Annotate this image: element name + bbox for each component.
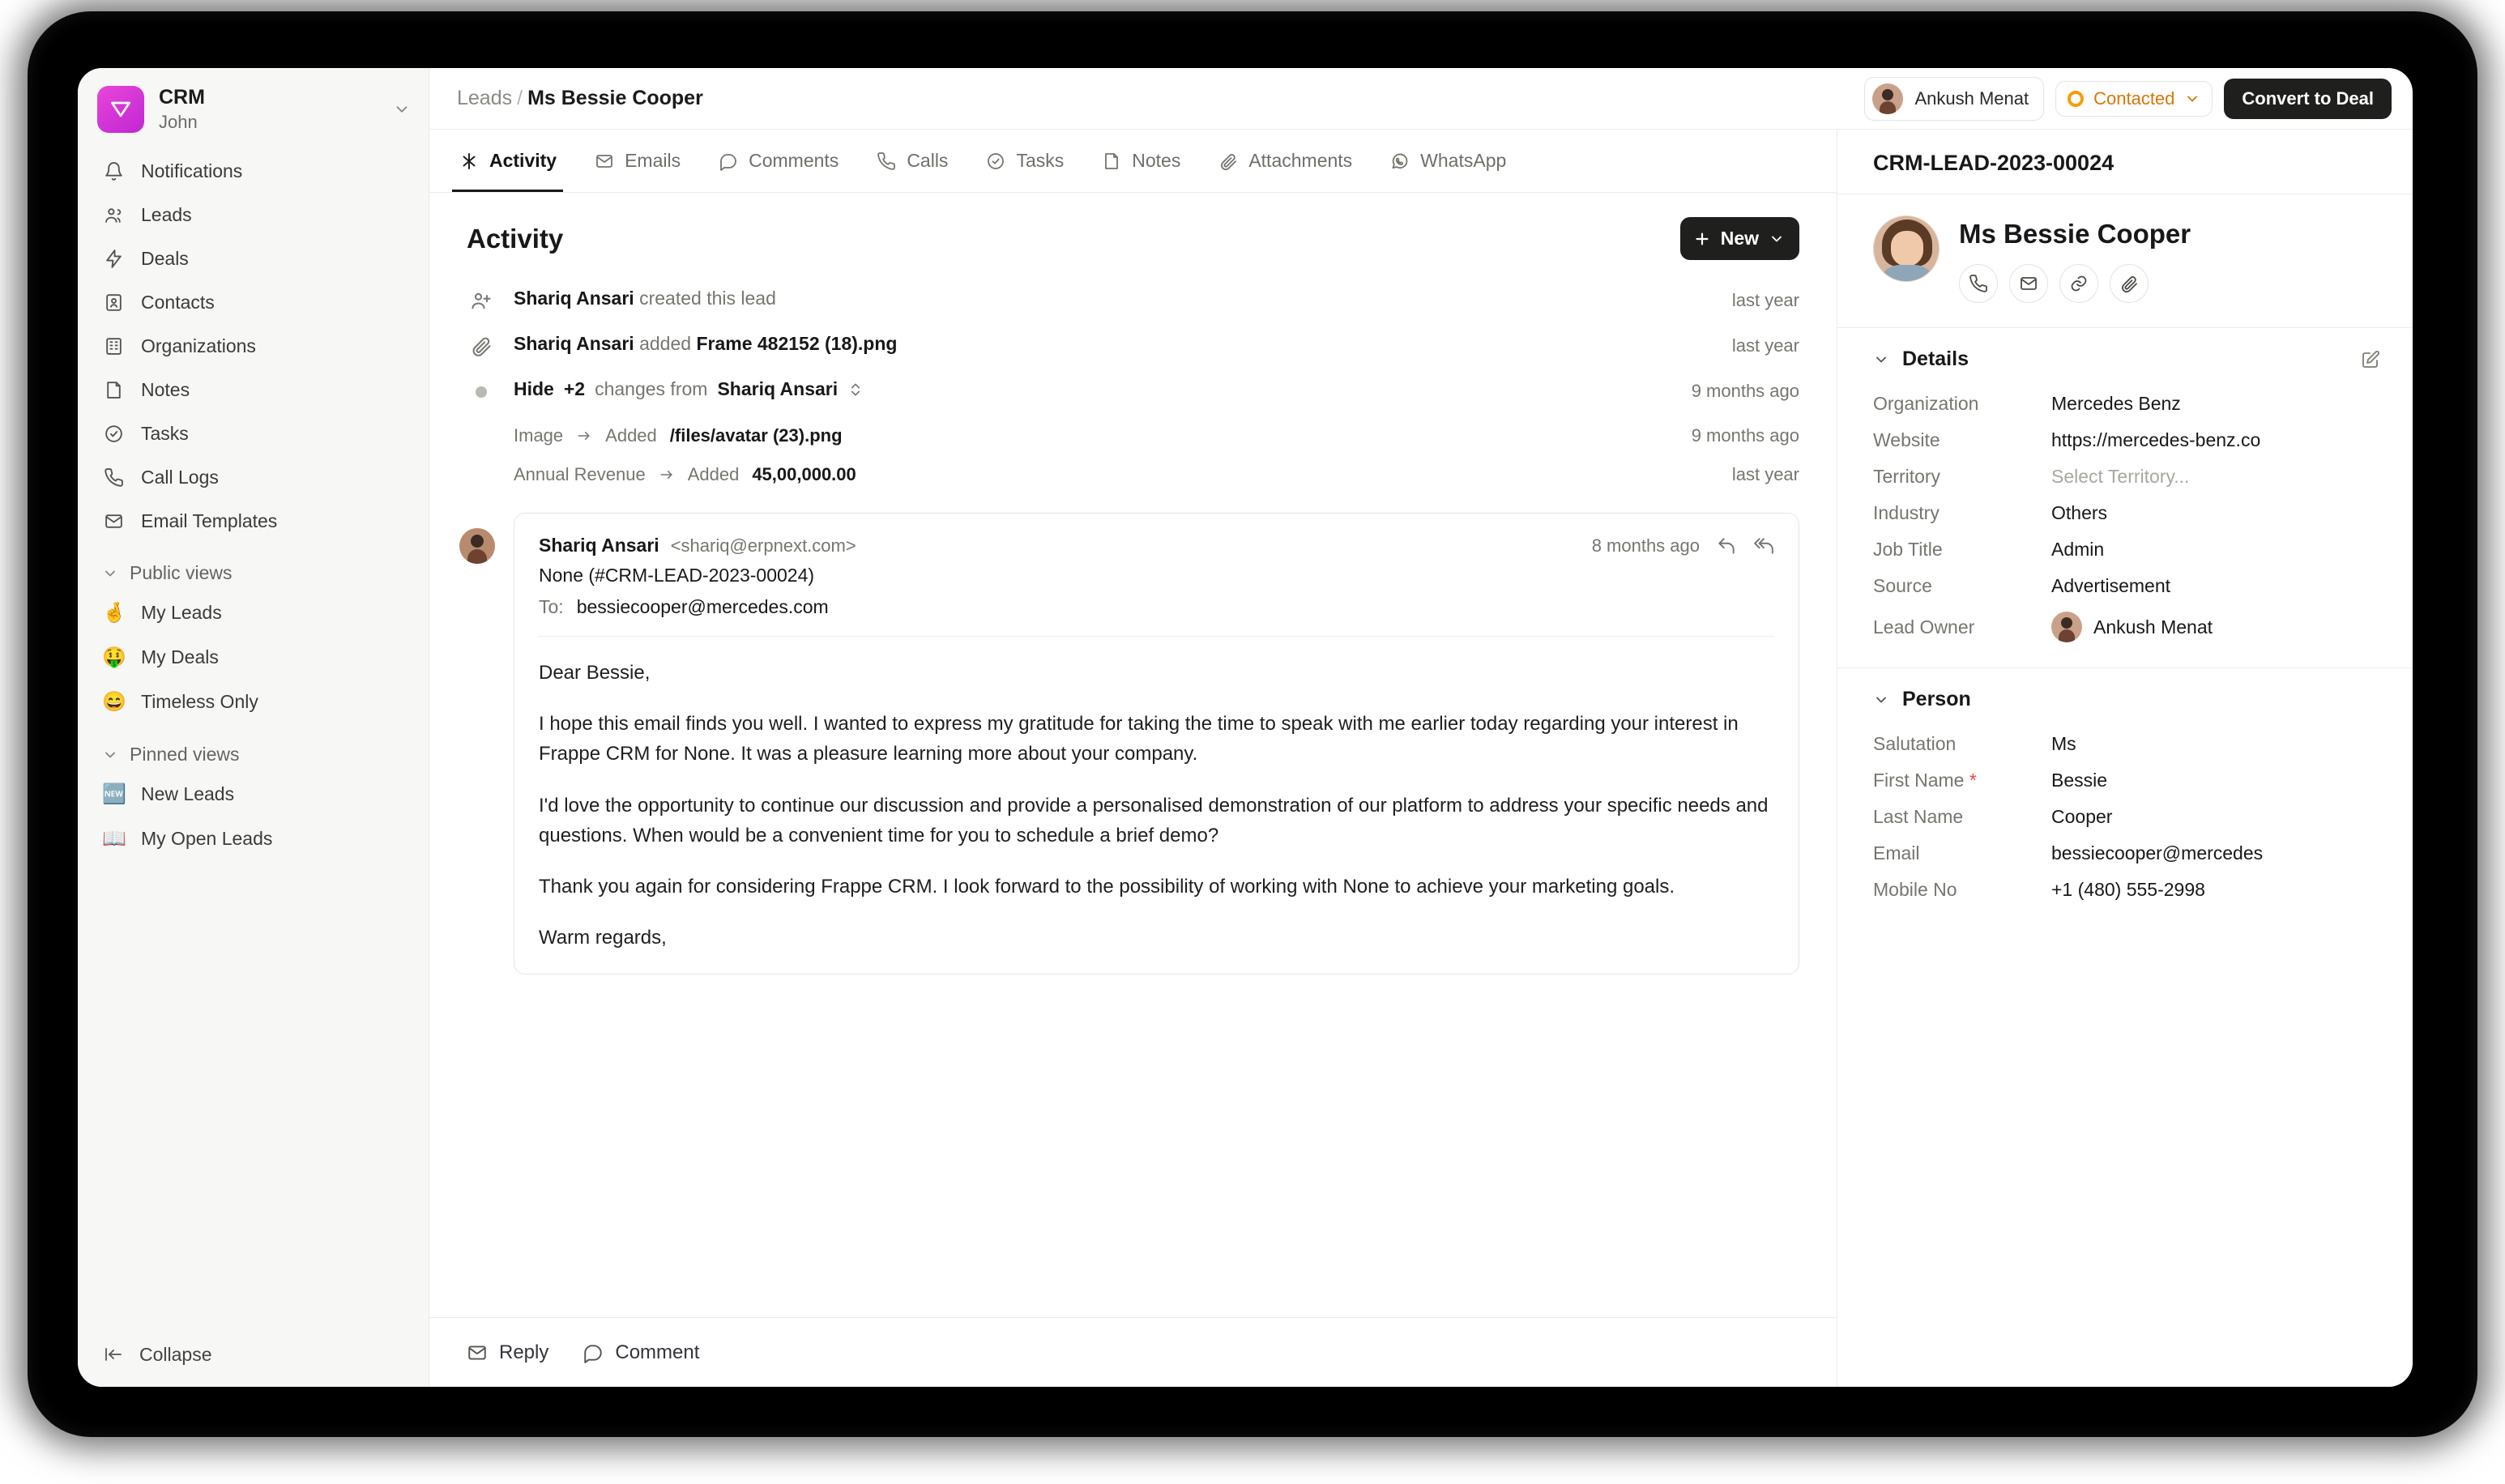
collapse-icon (102, 1343, 125, 1366)
sidebar-item-tasks[interactable] (91, 413, 416, 454)
field-label: Job Title (1873, 539, 1943, 560)
email-to-value: bessiecooper@mercedes.com (576, 596, 829, 617)
group-time: 9 months ago (1691, 381, 1799, 401)
breadcrumb-current: Ms Bessie Cooper (527, 87, 703, 109)
field-value: Bessie (2051, 770, 2108, 791)
phone-icon (102, 466, 125, 488)
person-header (1837, 194, 2413, 328)
bullet-dot-icon (467, 378, 496, 404)
field-label: Website (1873, 429, 1940, 450)
field-value: Mercedes Benz (2051, 393, 2181, 414)
activity-timeline (467, 288, 1799, 974)
plus-icon (1693, 230, 1711, 248)
field-label: Email (1873, 842, 1920, 864)
change-value: 45,00,000.00 (752, 464, 856, 484)
crm-logo-icon (97, 86, 144, 133)
attachment-icon[interactable] (2110, 264, 2149, 303)
task-icon (985, 151, 1006, 172)
email-body (539, 658, 1774, 953)
sidebar-item-timeless-only[interactable] (91, 681, 416, 723)
sidebar-item-email-templates[interactable] (91, 501, 416, 541)
email-paragraph: I hope this email finds you well. I wanted to express my gratitude for taking the time to speak with me earlier today regarding your interest in Frappe CRM for None. It was a pleasure learning more about your company. (539, 713, 1739, 765)
tab-tasks[interactable] (971, 130, 1078, 192)
person-section-header[interactable] (1837, 668, 2413, 726)
money-face-icon: 🤑 (102, 646, 126, 668)
change-row (514, 425, 1799, 446)
tab-label: WhatsApp (1420, 150, 1507, 171)
reply-icon[interactable] (1716, 535, 1737, 556)
tab-label: Activity (489, 150, 557, 171)
tab-label: Calls (907, 150, 949, 171)
sidebar-section-public-views[interactable] (91, 552, 416, 592)
sidebar-item-new-leads[interactable] (91, 774, 416, 815)
sidebar-nav (78, 147, 429, 863)
timeline-event (467, 288, 1799, 312)
sidebar-item-label: Timeless Only (141, 691, 258, 712)
required-marker: * (1964, 770, 1977, 791)
open-book-icon: 📖 (102, 828, 126, 850)
sidebar-item-contacts[interactable] (91, 282, 416, 322)
group-count: +2 (563, 378, 586, 399)
note-icon (1101, 151, 1122, 172)
field-label: Industry (1873, 502, 1940, 523)
timeline-group-toggle[interactable] (467, 378, 1799, 404)
brand-user: John (159, 112, 198, 133)
sidebar-item-label: Notifications (141, 160, 243, 181)
convert-to-deal-button[interactable]: Convert to Deal (2224, 79, 2392, 119)
details-title: Details (1902, 348, 1969, 370)
person-title: Person (1902, 688, 1971, 710)
timeline-time: last year (1731, 290, 1799, 310)
timeline-action: created this lead (639, 288, 776, 309)
timeline-actor: Shariq Ansari (514, 333, 634, 354)
tab-label: Attachments (1248, 150, 1353, 171)
tab-activity[interactable] (444, 130, 571, 192)
change-value: /files/avatar (23).png (669, 425, 843, 446)
reply-label: Reply (499, 1341, 549, 1363)
timeline-actor: Shariq Ansari (514, 288, 634, 309)
section-label: Public views (130, 562, 233, 583)
sidebar-item-label: New Leads (141, 783, 235, 804)
sidebar-item-organizations[interactable] (91, 326, 416, 366)
comment-button[interactable] (583, 1341, 699, 1364)
sidebar-item-call-logs[interactable] (91, 457, 416, 497)
comment-icon (583, 1342, 604, 1363)
activity-footer (429, 1317, 1837, 1387)
tab-emails[interactable] (579, 130, 695, 192)
group-changes-label: changes from (595, 378, 708, 399)
new-activity-button[interactable] (1680, 217, 1799, 260)
field-label: Salutation (1873, 733, 1957, 754)
field-value: Advertisement (2051, 575, 2171, 596)
field-value: https://mercedes-benz.co (2051, 429, 2261, 450)
tab-comments[interactable] (703, 130, 853, 192)
deals-icon (102, 247, 125, 270)
details-panel (1837, 130, 2413, 1387)
sidebar-item-label: Tasks (141, 422, 189, 444)
field-first-name[interactable] (1837, 762, 2413, 799)
notes-icon (102, 378, 125, 401)
timeline-event (467, 333, 1799, 357)
person-add-icon (467, 288, 496, 312)
smiley-face-icon: 😄 (102, 691, 126, 713)
sidebar-item-notifications[interactable] (91, 151, 416, 191)
phone-icon (876, 151, 897, 172)
field-source[interactable] (1837, 568, 2413, 604)
sidebar-item-label: Deals (141, 247, 189, 269)
chevron-down-icon (2184, 91, 2200, 107)
timeline-event-text (514, 288, 1714, 309)
collapse-label: Collapse (139, 1343, 212, 1365)
chevron-down-icon (1873, 692, 1889, 708)
field-label: Source (1873, 575, 1932, 596)
chevron-down-icon (1769, 231, 1785, 247)
new-badge-icon: 🆕 (102, 783, 126, 805)
tab-label: Notes (1132, 150, 1181, 171)
field-label: Last Name (1873, 806, 1964, 827)
attachment-icon (467, 333, 496, 357)
chevron-down-icon (102, 565, 118, 582)
field-salutation[interactable] (1837, 726, 2413, 762)
change-verb: Added (605, 425, 657, 446)
email-paragraph: Thank you again for considering Frappe CRM. I look forward to the possibility of working with None to achieve your marketing goals. (539, 875, 1675, 898)
main-area (429, 68, 2413, 1387)
avatar (1872, 83, 1903, 114)
sidebar-item-my-deals[interactable] (91, 637, 416, 678)
topbar (429, 68, 2413, 130)
change-time: 9 months ago (1691, 425, 1799, 446)
sort-toggle-icon[interactable] (847, 382, 864, 398)
record-id: CRM-LEAD-2023-00024 (1837, 130, 2413, 194)
email-icon[interactable] (2009, 264, 2048, 303)
change-row (514, 464, 1799, 485)
field-value: bessiecooper@mercedes (2051, 842, 2264, 864)
contacts-icon (102, 291, 125, 313)
field-job-title[interactable] (1837, 531, 2413, 568)
change-verb: Added (687, 464, 740, 484)
sidebar-item-leads[interactable] (91, 194, 416, 235)
comment-icon (718, 151, 739, 172)
email-icon (594, 151, 615, 172)
call-icon[interactable] (1959, 264, 1998, 303)
field-last-name[interactable] (1837, 799, 2413, 835)
field-value: Ms (2051, 733, 2076, 754)
attachment-icon (1218, 151, 1239, 172)
status-label: Contacted (2093, 87, 2175, 109)
comment-label: Comment (615, 1341, 700, 1363)
breadcrumb-leads[interactable]: Leads (457, 87, 513, 109)
email-header (539, 535, 1774, 556)
email-subject: None (#CRM-LEAD-2023-00024) (539, 565, 815, 586)
breadcrumb-separator: / (517, 87, 523, 109)
group-hide-label: Hide (514, 378, 554, 399)
field-value: Select Territory... (2051, 466, 2190, 487)
timeline-action: added (639, 333, 692, 354)
sidebar-item-my-open-leads[interactable] (91, 818, 416, 859)
sidebar-item-label: My Leads (141, 602, 222, 623)
sidebar-item-label: Organizations (141, 335, 256, 356)
sidebar-item-label: My Open Leads (141, 828, 273, 849)
tab-bar (429, 130, 1837, 193)
sidebar-item-deals[interactable] (91, 238, 416, 279)
sidebar-item-label: Email Templates (141, 510, 278, 531)
field-value: Cooper (2051, 806, 2113, 827)
collapse-sidebar-button[interactable] (78, 1328, 429, 1387)
center-column (429, 130, 1837, 1387)
tab-attachments[interactable] (1203, 130, 1367, 192)
field-website[interactable] (1837, 422, 2413, 458)
field-label: First Name (1873, 770, 1965, 791)
timeline-object: Frame 482152 (18).png (696, 333, 898, 354)
workspace-switcher[interactable] (78, 68, 429, 147)
avatar (459, 528, 495, 564)
whatsapp-icon (1389, 151, 1410, 172)
leads-icon (102, 203, 125, 226)
tab-label: Comments (749, 150, 839, 171)
reply-button[interactable] (467, 1341, 548, 1364)
hand-fingers-crossed-icon: 🤞 (102, 602, 126, 624)
sidebar-item-label: My Deals (141, 646, 219, 667)
tab-whatsapp[interactable] (1375, 130, 1521, 192)
group-toggle-text (514, 378, 1674, 400)
chevron-down-icon (393, 100, 411, 118)
sidebar-item-label: Leads (141, 203, 192, 225)
sidebar (78, 68, 429, 1387)
tab-notes[interactable] (1086, 130, 1195, 192)
organizations-icon (102, 335, 125, 357)
email-time: 8 months ago (1591, 535, 1700, 556)
app-window (78, 68, 2413, 1387)
field-label: Territory (1873, 466, 1941, 487)
page-title: Activity (467, 223, 564, 254)
bell-icon (102, 160, 125, 182)
field-mobile-no[interactable] (1837, 872, 2413, 908)
reply-all-icon[interactable] (1753, 535, 1774, 556)
tab-calls[interactable] (861, 130, 962, 192)
tab-label: Tasks (1016, 150, 1065, 171)
new-activity-label: New (1720, 228, 1759, 249)
field-value: Others (2051, 502, 2108, 523)
timeline-event-text (514, 333, 1714, 355)
field-label: Organization (1873, 393, 1979, 414)
field-industry[interactable] (1837, 495, 2413, 531)
activity-panel (429, 193, 1837, 1317)
activity-header (467, 217, 1799, 260)
email-sender-address: <shariq@erpnext.com> (670, 535, 856, 556)
email-paragraph: I'd love the opportunity to continue our discussion and provide a personalised demonstration of our platform to address your specific needs and questions. When would be a convenient time for you to schedule a brief demo? (539, 794, 1769, 846)
divider (539, 636, 1774, 637)
link-icon[interactable] (2059, 264, 2098, 303)
sidebar-item-label: Contacts (141, 291, 215, 313)
edit-icon[interactable] (2361, 350, 2380, 369)
quick-actions (1959, 264, 2191, 303)
section-label: Pinned views (130, 744, 240, 765)
group-actor: Shariq Ansari (717, 378, 839, 399)
sidebar-item-label: Notes (141, 378, 190, 400)
sidebar-item-notes[interactable] (91, 369, 416, 410)
field-organization[interactable] (1837, 386, 2413, 422)
timeline-time: last year (1731, 335, 1799, 356)
tasks-icon (102, 422, 125, 445)
mail-icon (102, 510, 125, 532)
field-value: +1 (480) 555-2998 (2051, 879, 2205, 900)
assignee-name: Ankush Menat (1914, 87, 2029, 109)
field-value: Admin (2051, 539, 2105, 560)
email-paragraph: Dear Bessie, (539, 662, 651, 684)
email-recipient-row (539, 596, 1774, 618)
status-dropdown[interactable] (2055, 81, 2213, 117)
email-activity-card[interactable] (514, 513, 1799, 974)
person-name: Ms Bessie Cooper (1959, 219, 2191, 249)
email-sender: Shariq Ansari (539, 535, 659, 556)
details-section-header[interactable] (1837, 328, 2413, 386)
breadcrumb (457, 87, 703, 110)
status-dot-icon (2068, 91, 2084, 107)
email-icon (467, 1342, 488, 1363)
field-email[interactable] (1837, 835, 2413, 872)
avatar[interactable] (1873, 215, 1940, 282)
change-field: Annual Revenue (514, 464, 646, 484)
email-paragraph: Warm regards, (539, 927, 667, 949)
tab-label: Emails (625, 150, 681, 171)
field-territory[interactable] (1837, 458, 2413, 495)
activity-icon (459, 151, 480, 172)
arrow-right-icon (659, 467, 675, 483)
chevron-down-icon (102, 747, 118, 763)
field-label: Lead Owner (1873, 616, 1975, 638)
assignee-chip[interactable] (1864, 77, 2044, 121)
chevron-down-icon (1873, 352, 1889, 368)
brand-title: CRM (159, 86, 205, 109)
field-lead-owner[interactable] (1837, 604, 2413, 650)
sidebar-item-label: Call Logs (141, 466, 219, 488)
sidebar-section-pinned-views[interactable] (91, 734, 416, 774)
field-value: Ankush Menat (2093, 616, 2213, 638)
field-label: Mobile No (1873, 879, 1957, 900)
sidebar-item-my-leads[interactable] (91, 592, 416, 633)
arrow-right-icon (576, 428, 592, 444)
email-to-label: To: (539, 596, 564, 617)
change-field: Image (514, 425, 564, 446)
content-split (429, 130, 2413, 1387)
change-time: last year (1731, 464, 1799, 484)
avatar (2051, 612, 2082, 642)
